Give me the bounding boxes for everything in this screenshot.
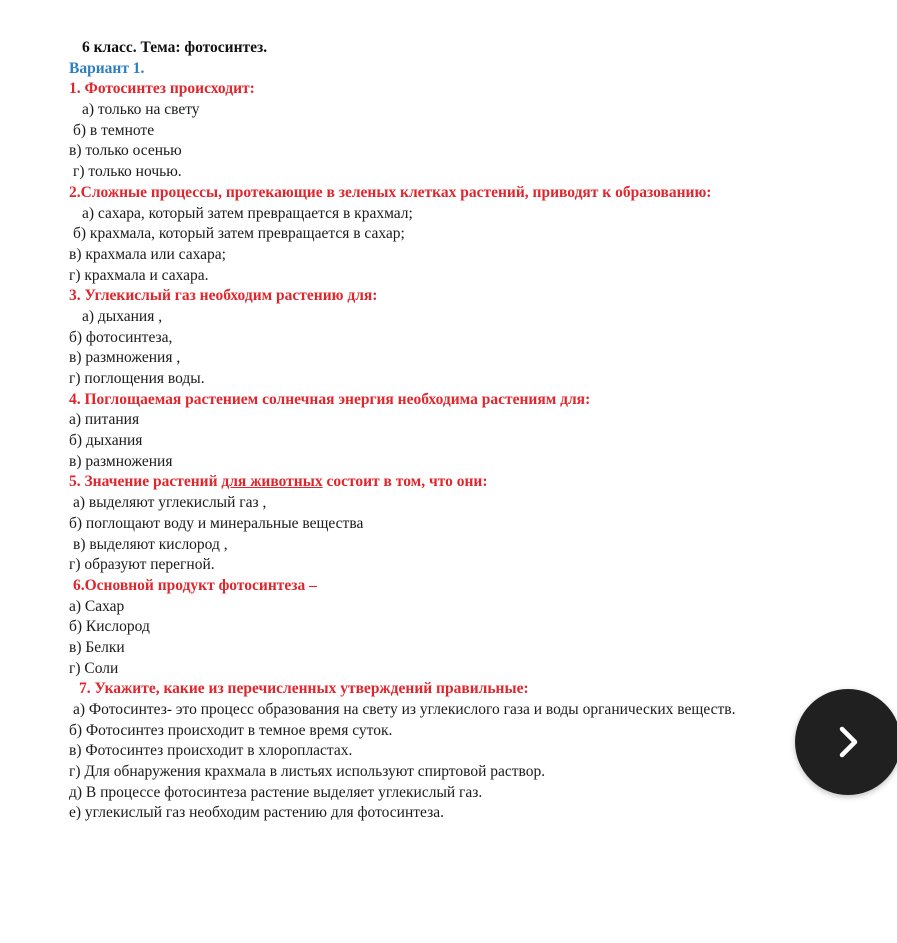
answer-option: е) углекислый газ необходим растению для фотосинтеза. <box>69 804 444 822</box>
answer-option: б) Фотосинтез происходит в темное время суток. <box>69 721 393 739</box>
question-1: 1. Фотосинтез происходит: <box>69 80 255 98</box>
variant-heading: Вариант 1. <box>69 59 145 77</box>
answer-option: в) выделяют кислород , <box>73 535 228 553</box>
answer-option: г) Для обнаружения крахмала в листьях используют спиртовой раствор. <box>69 763 546 781</box>
answer-option: в) крахмала или сахара; <box>69 245 226 263</box>
answer-option: г) образуют перегной. <box>69 556 215 574</box>
question-5-underlined: для животных <box>221 473 323 491</box>
answer-option: а) сахара, который затем превращается в крахмал; <box>82 204 413 222</box>
answer-option: а) только на свету <box>82 101 200 119</box>
answer-option: в) только осенью <box>69 142 182 160</box>
answer-option: в) размножения <box>69 452 173 470</box>
question-6: 6.Основной продукт фотосинтеза – <box>73 576 317 594</box>
question-5 <box>69 472 829 493</box>
answer-option: б) Кислород <box>69 618 150 636</box>
worksheet <box>69 38 829 824</box>
next-page-button[interactable] <box>795 689 897 795</box>
answer-option: б) дыхания <box>69 432 143 450</box>
answer-option: г) поглощения воды. <box>69 370 205 387</box>
chevron-right-icon <box>828 722 868 762</box>
question-7: 7. Укажите, какие из перечисленных утверждений правильные: <box>79 680 529 698</box>
answer-option: а) Фотосинтез- это процесс образования на свету из углекислого газа и воды органических веществ. <box>73 701 736 718</box>
answer-option: в) Фотосинтез происходит в хлоропластах. <box>69 742 353 760</box>
answer-option: а) Сахар <box>69 597 125 615</box>
question-2: 2.Сложные процессы, протекающие в зеленых клетках растений, приводят к образованию: <box>69 183 712 201</box>
answer-option: г) только ночью. <box>73 163 182 181</box>
answer-option: г) Соли <box>69 659 119 677</box>
worksheet-title: 6 класс. Тема: фотосинтез. <box>82 39 268 56</box>
answer-option: б) в темноте <box>73 121 155 139</box>
question-4: 4. Поглощаемая растением солнечная энергия необходима растениям для: <box>69 390 591 408</box>
answer-option: д) В процессе фотосинтеза растение выделяет углекислый газ. <box>69 783 483 801</box>
answer-option: а) питания <box>69 411 140 429</box>
question-3: 3. Углекислый газ необходим растению для: <box>69 287 378 305</box>
answer-option: а) дыхания , <box>82 307 163 325</box>
answer-option: б) крахмала, который затем превращается в сахар; <box>73 225 405 243</box>
answer-option: а) выделяют углекислый газ , <box>73 494 267 512</box>
question-5-suffix: состоит в том, что они: <box>322 473 488 491</box>
answer-option: б) поглощают воду и минеральные вещества <box>69 514 364 532</box>
question-5-prefix: 5. Значение растений <box>69 473 222 491</box>
answer-option: в) размножения , <box>69 349 181 367</box>
answer-option: в) Белки <box>69 638 125 656</box>
answer-option: б) фотосинтеза, <box>69 328 173 346</box>
answer-option: г) крахмала и сахара. <box>69 266 209 284</box>
